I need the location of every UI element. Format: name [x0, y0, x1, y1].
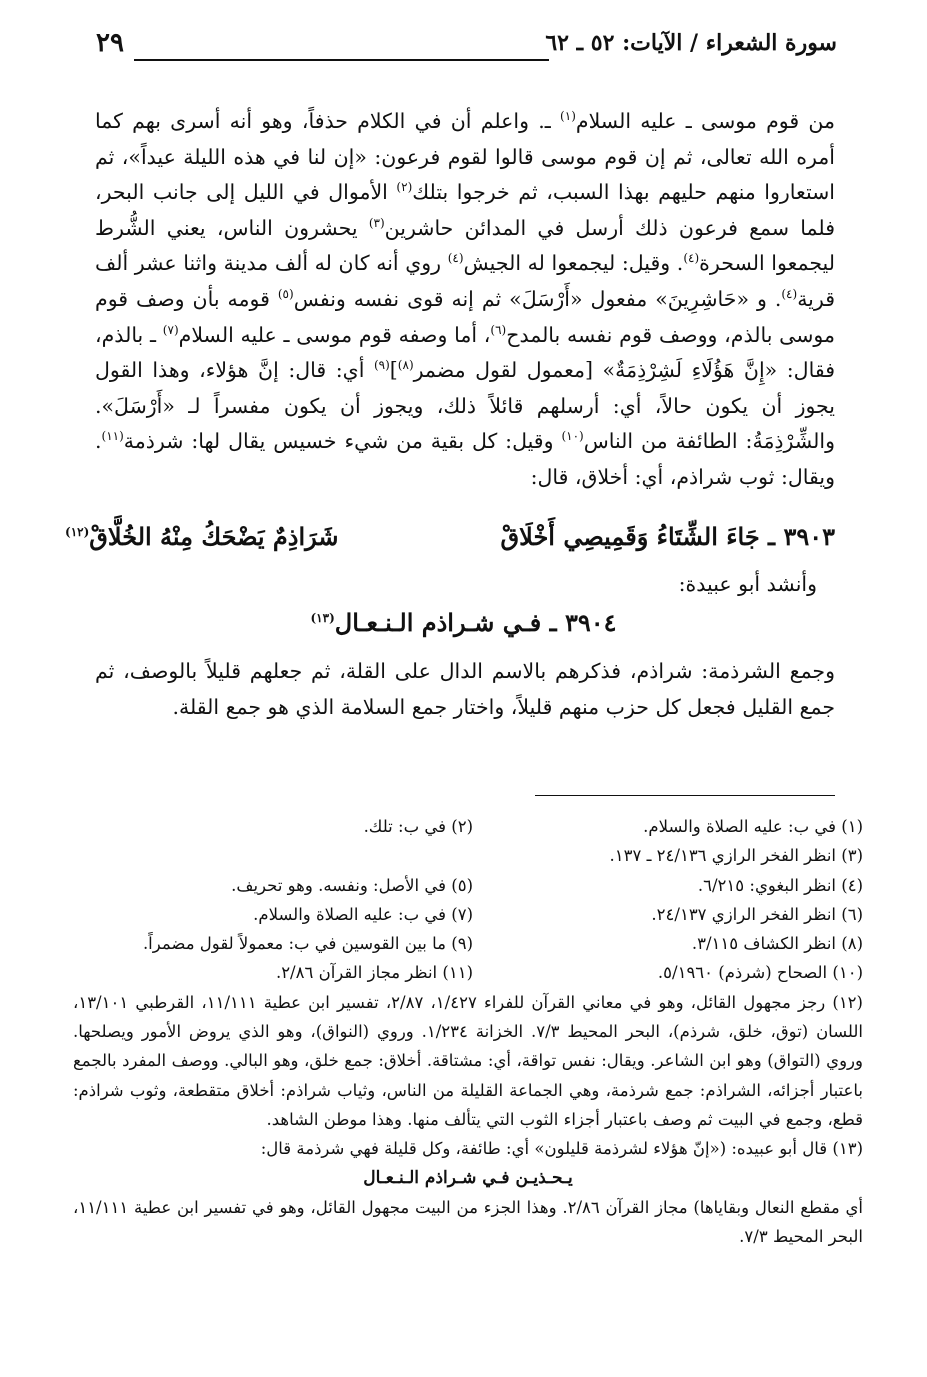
- footnote-row: [73, 871, 863, 900]
- verse-3904: ٣٩٠٤ ـ فـي شـراذم الـنـعـال$^{(١٣)}$: [310, 608, 617, 637]
- footnote-13-verse: يـحـذيـن فـي شـراذم الـنـعـال: [363, 1167, 573, 1188]
- header-rule: [134, 59, 549, 61]
- footnotes: [73, 812, 863, 1251]
- page-number: ٢٩: [96, 28, 124, 58]
- footnote: (٧) في ب: عليه الصلاة والسلام.: [253, 904, 473, 924]
- verse-3903: [65, 522, 835, 562]
- verse-intro: وأنشد أبو عبيدة:: [678, 572, 817, 596]
- footnote: (٢) في ب: تلك.: [363, 817, 473, 836]
- footnote-ref: (١٢): [65, 525, 90, 539]
- footnote: (١١) انظر مجاز القرآن ٢/٨٦.: [275, 963, 473, 983]
- footnote-row: [73, 929, 863, 958]
- footnote: (٩) ما بين القوسين في ب: معمولاً لقول مضمراً.: [142, 934, 473, 954]
- footnote: (٨) انظر الكشاف ٣/١١٥.: [691, 934, 863, 954]
- footnote: (١٠) الصحاح (شرذم) ٥/١٩٦٠.: [657, 963, 863, 983]
- footnote-13-intro: (١٣) قال أبو عبيده: («إنّ هؤلاء لشرذمة قليلون» أي: طائفة، وكل قليلة فهي شرذمة قال:: [260, 1139, 863, 1159]
- page-header: [96, 30, 837, 64]
- footnote: (٦) انظر الفخر الرازي ٢٤/١٣٧.: [651, 904, 863, 924]
- footnote-12: (١٢) رجز مجهول القائل، وهو في معاني القرآن للفراء ١/٤٢٧، ٢/٨٧، تفسير ابن عطية ١١/١١١، القرطبي ١٣/١٠١، اللسان (توق، خلق، شرذم)، البحر المحيط ٧/٣. الخزانة ١/٢٣٤. وروي (النواق)، وهو الذي يروض الأمور ويصلحها. وروي (التواق) وهو ابن الشاعر. ويقال: نفس تواقة، أي: مشتاقة. أخلاق: جمع خلق، وهو البالي. ووصف المفرد بالجمع باعتبار أجزائه، الشراذم: جمع شرذمة، وهي الجماعة القليلة من الناس، وثياب شراذم: أخلاق متقطعة، وثوب شراذم: قطع، وجمع في البيت ثم وصف باعتبار أجزاء الثوب التي يتألف منها. وهذا موطن الشاهد.: [73, 992, 864, 1129]
- main-text: [95, 104, 835, 496]
- footnote-row: [73, 812, 863, 841]
- verse-hemistich-1: ٣٩٠٣ ـ جَاءَ الشِّتَاءُ وَقَمِيصِي أَخْلَاقْ: [500, 522, 835, 551]
- footnote: (١) في ب: عليه الصلاة والسلام.: [643, 817, 863, 836]
- footnote-ref: (١٣): [310, 611, 335, 625]
- footnote: (٤) انظر البغوي: ٦/٢١٥.: [697, 875, 863, 895]
- footnote: (٥) في الأصل: ونفسه. وهو تحريف.: [231, 875, 473, 895]
- main-paragraph: من قوم موسى ـ عليه السلام$^{(١)}$ ـ. واعلم أن في الكلام حذفاً، وهو أنه أسرى بهم كما أمره الله تعالى، ثم إن قوم موسى قالوا لقوم فرعون: «إن لنا في هذه الليلة عيداً»، ثم استعاروا منهم حليهم بهذا السبب، ثم خرجوا بتلك$^{(٢)}$ الأموال في الليل إلى جانب البحر، فلما سمع فرعون ذلك أرسل في المدائن حاشرين$^{(٣)}$ يحشرون الناس، يعني الشُّرط ليجمعوا السحرة$^{(٤)}$. وقيل: ليجمعوا له الجيش$^{(٤)}$ روي أنه كان له ألف مدينة واثنا عشر ألف قرية$^{(٤)}$. و «حَاشِرِينَ» مفعول «أَرْسَلَ» ثم إنه قوى نفسه ونفس$^{(٥)}$ قومه بأن وصف قوم موسى بالذم، ووصف قوم نفسه بالمدح$^{(٦)}$، أما وصفه قوم موسى ـ عليه السلام$^{(٧)}$ ـ بالذم، فقال: «إِنَّ هَؤُلَاءِ لَشِرْذِمَةٌ» [معمول لقول مضمر$^{(٨)}$]$^{(٩)}$ أي: قال: إنَّ هؤلاء، وهذا القول يجوز أن يكون حالاً، أي: أرسلهم قائلاً ذلك، ويجوز أن يكون مفسراً لـ «أَرْسَلَ». والشِّرْذِمَةُ: الطائفة من الناس$^{(١٠)}$ وقيل: كل بقية من شيء خسيس يقال لها: شرذمة$^{(١١)}$. ويقال: ثوب شراذم، أي: أخلاق، قال:: [95, 109, 836, 489]
- footnote-13-after: أي مقطع النعال وبقاياها) مجاز القرآن ٢/٨٦. وهذا الجزء من البيت مجهول القائل، وهو في تفسير ابن عطية ١١/١١١، البحر المحيط ٧/٣.: [73, 1197, 863, 1247]
- footnote: (٣) انظر الفخر الرازي ٢٤/١٣٦ ـ ١٣٧.: [609, 846, 863, 866]
- closing-paragraph: وجمع الشرذمة: شراذم، فذكرهم بالاسم الدال على القلة، ثم جعلهم قليلاً بالوصف، ثم جمع القليل فجعل كل حزب منهم قليلاً، واختار جمع السلامة الذي هو جمع القلة.: [95, 659, 835, 719]
- footnote-row: [73, 841, 863, 870]
- footnote-separator: [535, 795, 835, 796]
- footnote-row: [73, 900, 863, 929]
- verse-hemistich-2: شَرَاذِمٌ يَضْحَكُ مِنْهُ الخُلَّاقْ$^{(١٢)}$: [65, 522, 339, 551]
- footnote-row: [73, 958, 863, 987]
- footnote-13: [73, 1134, 863, 1251]
- running-title: سورة الشعراء / الآيات: ٥٢ ـ ٦٢: [545, 30, 837, 56]
